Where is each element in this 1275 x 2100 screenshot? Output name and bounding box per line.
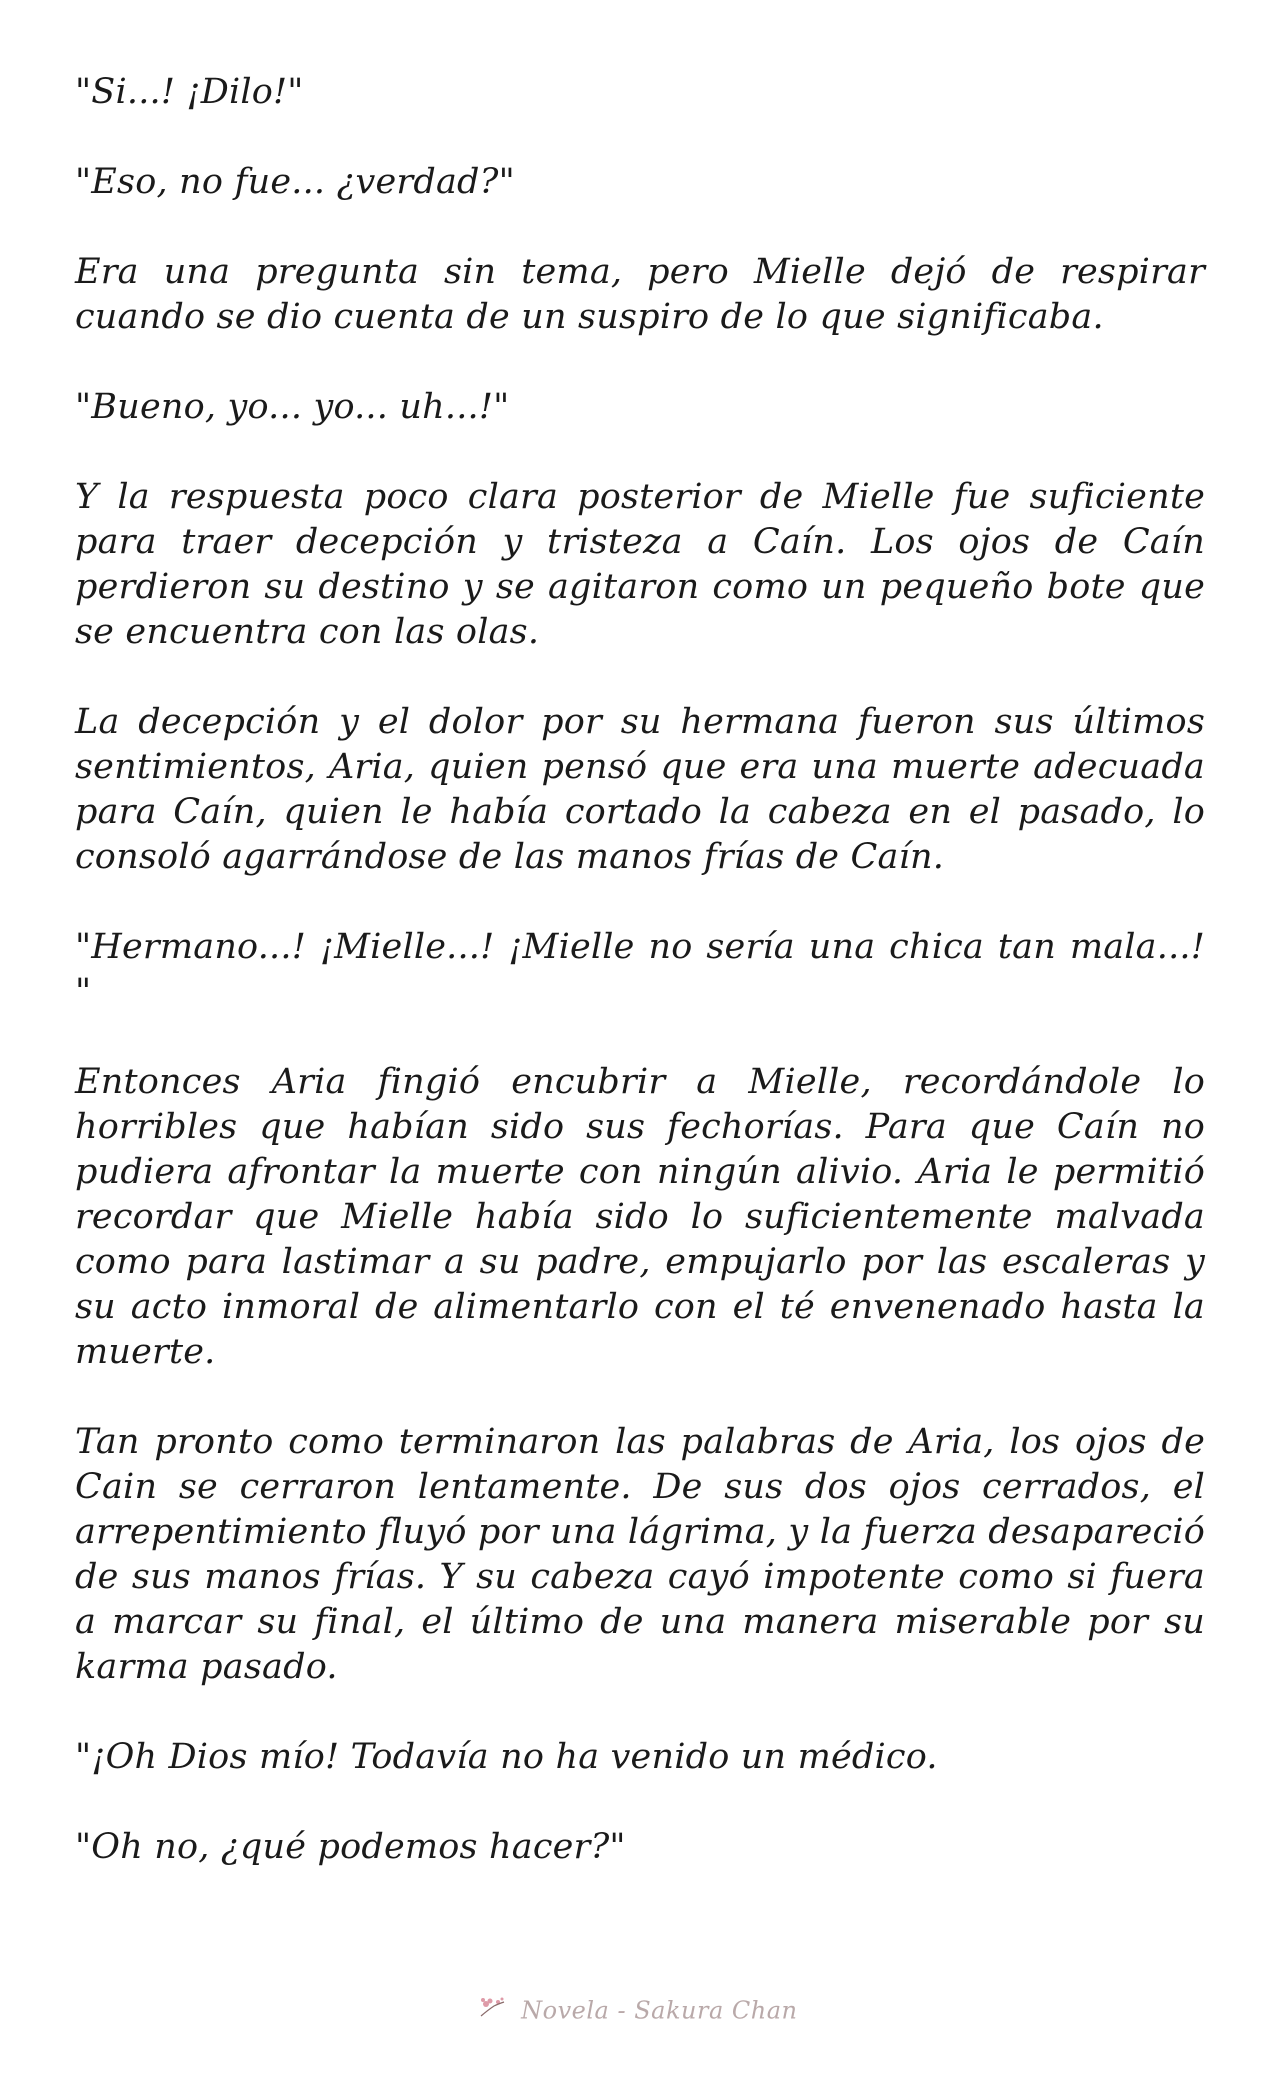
paragraph: Era una pregunta sin tema, pero Mielle dejó de respirar cuando se dio cuenta de un suspiro de lo que significaba. <box>75 252 1205 337</box>
paragraph: "Si...! ¡Dilo!" <box>75 72 304 112</box>
paragraph: Y la respuesta poco clara posterior de Mielle fue suficiente para traer decepción y tristeza a Caín. Los ojos de Caín perdieron su destino y se agitaron como un pequeño bote que se encuentra con las olas. <box>75 477 1205 652</box>
document-body <box>75 70 1205 1915</box>
paragraph: La decepción y el dolor por su hermana fueron sus últimos sentimientos, Aria, quien pensó que era una muerte adecuada para Caín, quien le había cortado la cabeza en el pasado, lo consoló agarrándose de las manos frías de Caín. <box>75 702 1205 877</box>
watermark-text: Novela - Sakura Chan <box>521 1996 798 2025</box>
paragraph: Tan pronto como terminaron las palabras de Aria, los ojos de Cain se cerraron lentamente. De sus dos ojos cerrados, el arrepentimiento fluyó por una lágrima, y la fuerza desapareció de sus manos frías. Y su cabeza cayó impotente como si fuera a marcar su final, el último de una manera miserable por su karma pasado. <box>75 1422 1206 1687</box>
paragraph: "Oh no, ¿qué podemos hacer?" <box>75 1827 626 1867</box>
watermark <box>0 1995 1275 2026</box>
paragraph: "Hermano...! ¡Mielle...! ¡Mielle no sería una chica tan mala...! " <box>75 927 1205 1012</box>
paragraph: "Eso, no fue... ¿verdad?" <box>75 162 515 202</box>
paragraph: "Bueno, yo... yo... uh...!" <box>75 387 510 427</box>
cherry-blossom-icon <box>478 1996 508 2026</box>
paragraph: "¡Oh Dios mío! Todavía no ha venido un médico. <box>75 1737 938 1777</box>
paragraph: Entonces Aria fingió encubrir a Mielle, recordándole lo horribles que habían sido sus fechorías. Para que Caín no pudiera afrontar la muerte con ningún alivio. Aria le permitió recordar que Mielle había sido lo suficientemente malvada como para lastimar a su padre, empujarlo por las escaleras y su acto inmoral de alimentarlo con el té envenenado hasta la muerte. <box>75 1062 1205 1372</box>
